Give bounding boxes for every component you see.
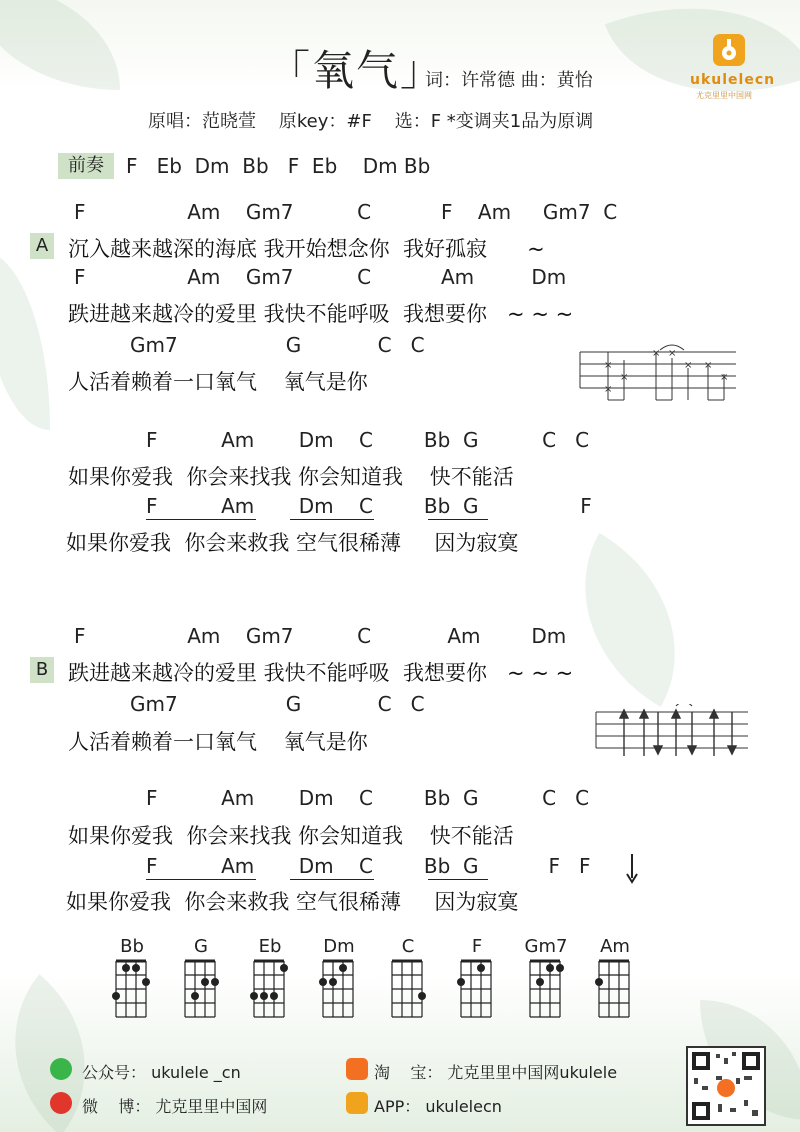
chord-diagram [386,936,430,1023]
svg-text:×: × [684,360,693,371]
svg-text:×: × [668,348,677,359]
chord-line: F Am Gm7 C F Am Gm7 C [74,200,618,224]
section-tag-b: B [30,657,54,683]
footer-wechat: 公众号： ukulele _cn [82,1063,241,1082]
fretboard-grid [386,957,430,1019]
fretboard-grid [110,957,154,1019]
song-title: 「氧气」 [268,46,445,95]
footer-app: APP： ukulelecn [374,1097,502,1116]
logo-subtitle: 尤克里里中国网 [696,91,752,100]
lyric-line: 跌进越来越冷的爱里 我快不能呼吸 我想要你 ~ ~ ~ [68,302,574,326]
chord-underline [428,519,488,520]
chord-diagram-name: F [471,936,483,957]
song-credits: 词：许常德 曲：黄怡 [425,70,593,91]
chord-diagram-name: Bb [120,936,144,957]
lyric-line: 如果你爱我 你会来找我 你会知道我 快不能活 [68,824,514,848]
app-icon [346,1092,368,1114]
chord-line-underlined: F Am Dm C Bb G F F [146,854,591,878]
lyric-line: 如果你爱我 你会来救我 空气很稀薄 因为寂寞 [66,890,519,914]
chord-line: Gm7 G C C [130,692,425,716]
intro-chords: F Eb Dm Bb F Eb Dm Bb [126,154,431,178]
section-tag-a: A [30,233,54,259]
chord-diagram-name: Eb [258,936,282,957]
svg-text:×: × [704,360,713,371]
wechat-icon [50,1058,72,1080]
chord-line: F Am Gm7 C Am Dm [74,624,567,648]
chord-line: F Am Dm C Bb G C C [146,786,590,810]
chord-diagram-name: Dm [323,936,355,957]
chord-diagram [455,936,499,1023]
strum-pattern-b [594,704,750,760]
svg-text:×: × [720,372,729,383]
svg-text:×: × [604,360,613,371]
fretboard-grid [248,957,292,1019]
taobao-icon [346,1058,368,1080]
lyric-line: 人活着赖着一口氧气 氧气是你 [68,370,368,394]
chord-diagram [593,936,637,1023]
chord-line: F Am Dm C Bb G C C [146,428,590,452]
svg-text:×: × [620,372,629,383]
fretboard-grid [524,957,568,1019]
weibo-icon [50,1092,72,1114]
chord-diagram [179,936,223,1023]
lyric-line: 跌进越来越冷的爱里 我快不能呼吸 我想要你 ~ ~ ~ [68,661,574,685]
lyric-line: 如果你爱我 你会来救我 空气很稀薄 因为寂寞 [66,531,519,555]
lyric-line: 人活着赖着一口氧气 氧气是你 [68,730,368,754]
chord-line-underlined: F Am Dm C Bb G F [146,494,592,518]
fretboard-grid [455,957,499,1019]
lyric-line: 如果你爱我 你会来找我 你会知道我 快不能活 [68,465,514,489]
qr-code-icon [686,1046,766,1126]
chord-diagram [248,936,292,1023]
chord-diagram-name: Gm7 [524,936,568,957]
chord-underline [290,879,374,880]
chord-diagram-name: G [194,936,208,957]
svg-text:×: × [652,348,661,359]
chord-underline [290,519,374,520]
chord-underline [146,879,256,880]
ukulele-logo-icon [713,34,745,66]
fretboard-grid [593,957,637,1019]
strum-down-arrow-icon [624,852,640,888]
chord-diagram-name: Am [600,936,630,957]
fretboard-grid [179,957,223,1019]
chord-diagram [110,936,154,1023]
song-meta: 原唱：范晓萱 原key：#F 选：F *变调夹1品为原调 [148,111,594,132]
chord-diagram [524,936,568,1023]
footer-taobao: 淘 宝： 尤克里里中国网ukulele [374,1063,618,1082]
logo-text: ukulelecn [690,72,776,88]
leaf-decoration [605,0,800,137]
strum-pattern-a [578,344,738,404]
chord-underline [428,879,488,880]
footer-weibo: 微 博： 尤克里里中国网 [82,1097,268,1116]
chord-line: Gm7 G C C [130,333,425,357]
leaf-decoration [0,250,50,430]
intro-label: 前奏 [58,153,114,179]
leaf-decoration [0,0,120,90]
chord-line: F Am Gm7 C Am Dm [74,265,567,289]
chord-diagram-name: C [401,936,415,957]
fretboard-grid [317,957,361,1019]
lyric-line: 沉入越来越深的海底 我开始想念你 我好孤寂 ~ [68,237,545,261]
svg-text:×: × [604,384,613,395]
chord-diagram-row [110,936,650,1026]
chord-underline [146,519,256,520]
chord-diagram [317,936,361,1023]
